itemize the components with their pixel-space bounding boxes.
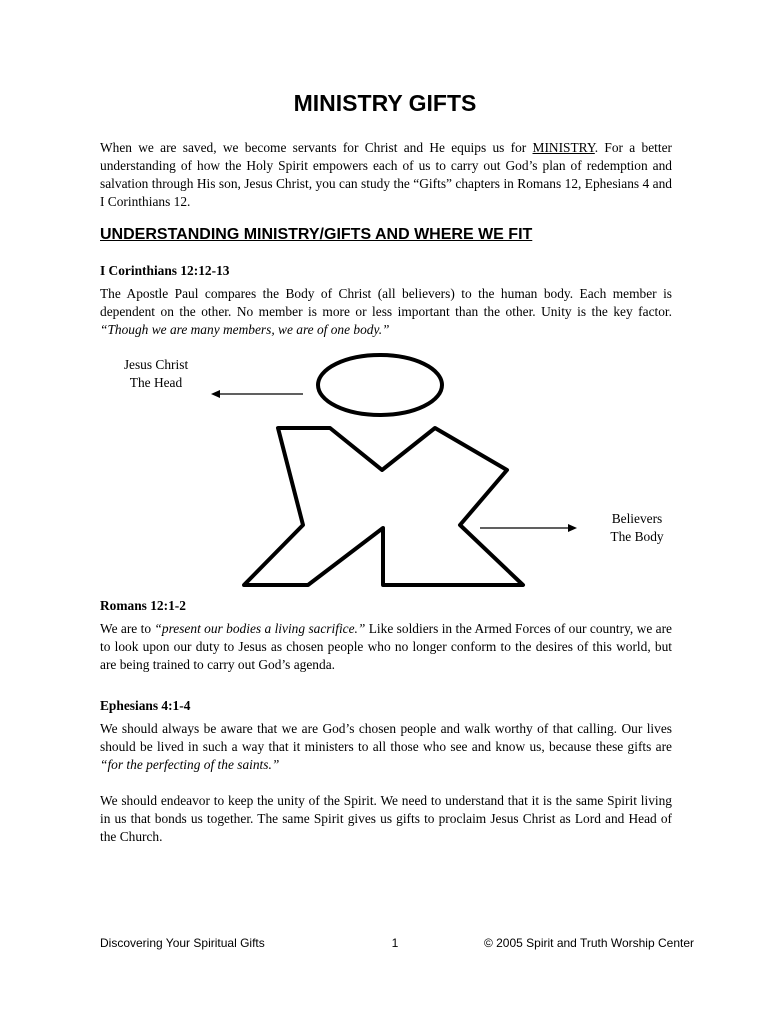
corinthians-quote: “Though we are many members, we are of one body.” bbox=[100, 322, 390, 337]
head-shape bbox=[318, 355, 442, 415]
corinthians-reference: I Corinthians 12:12-13 bbox=[100, 263, 230, 278]
ephesians-text: We should always be aware that we are God’s chosen people and walk worthy of that calling. Our lives should be lived in such a way that it ministers to all those who see and know us, because these gifts are bbox=[100, 721, 672, 754]
intro-text-after: . For a better understanding of how the Holy Spirit empowers each of us to carry out God’s plan of redemption and salvation through His son, Jesus Christ, you can study the “Gifts” chapters in Romans 12, Ephesians 4 and I Corinthians 12. bbox=[100, 140, 672, 209]
intro-text-before: When we are saved, we become servants for Christ and He equips us for bbox=[100, 140, 533, 155]
corinthians-text: The Apostle Paul compares the Body of Christ (all believers) to the human body. Each member is dependent on the other. No member is more or less important than the other. Unity is the key factor. bbox=[100, 286, 672, 319]
footer-left: Discovering Your Spiritual Gifts bbox=[100, 936, 265, 950]
head-label-line-1: Jesus Christ bbox=[123, 357, 189, 372]
body-shape bbox=[244, 428, 523, 585]
head-label-line-2: The Head bbox=[129, 375, 183, 390]
page-title: MINISTRY GIFTS bbox=[293, 90, 477, 116]
romans-quote: “present our bodies a living sacrifice.” bbox=[154, 621, 366, 636]
intro-ministry-underlined: MINISTRY bbox=[532, 140, 595, 155]
ephesians-reference: Ephesians 4:1-4 bbox=[100, 698, 191, 713]
ephesians-paragraph bbox=[100, 720, 672, 774]
romans-reference: Romans 12:1-2 bbox=[100, 598, 186, 613]
ephesians-paragraph-2: We should endeavor to keep the unity of the Spirit. We need to understand that it is the same Spirit living in us that bonds us together. The same Spirit gives us gifts to proclaim Jesus Christ as Lord and Head of the Church. bbox=[100, 793, 672, 844]
body-label-line-2: The Body bbox=[610, 529, 664, 544]
footer-page-number: 1 bbox=[391, 936, 399, 950]
ephesians-quote: “for the perfecting of the saints.” bbox=[100, 757, 280, 772]
arrow-to-body bbox=[480, 524, 577, 532]
section-heading: UNDERSTANDING MINISTRY/GIFTS AND WHERE WE FIT bbox=[100, 226, 533, 243]
arrow-to-head bbox=[211, 390, 303, 398]
romans-text-before: We are to bbox=[100, 621, 155, 636]
romans-paragraph bbox=[100, 620, 672, 674]
footer-right: © 2005 Spirit and Truth Worship Center bbox=[483, 936, 694, 950]
body-label-line-1: Believers bbox=[611, 511, 663, 526]
romans-text-after: Like soldiers in the Armed Forces of our country, we are to look upon our duty to Jesus as chosen people who no longer conform to the desires of this world, but are being trained to carry out God’s agenda. bbox=[100, 621, 672, 672]
